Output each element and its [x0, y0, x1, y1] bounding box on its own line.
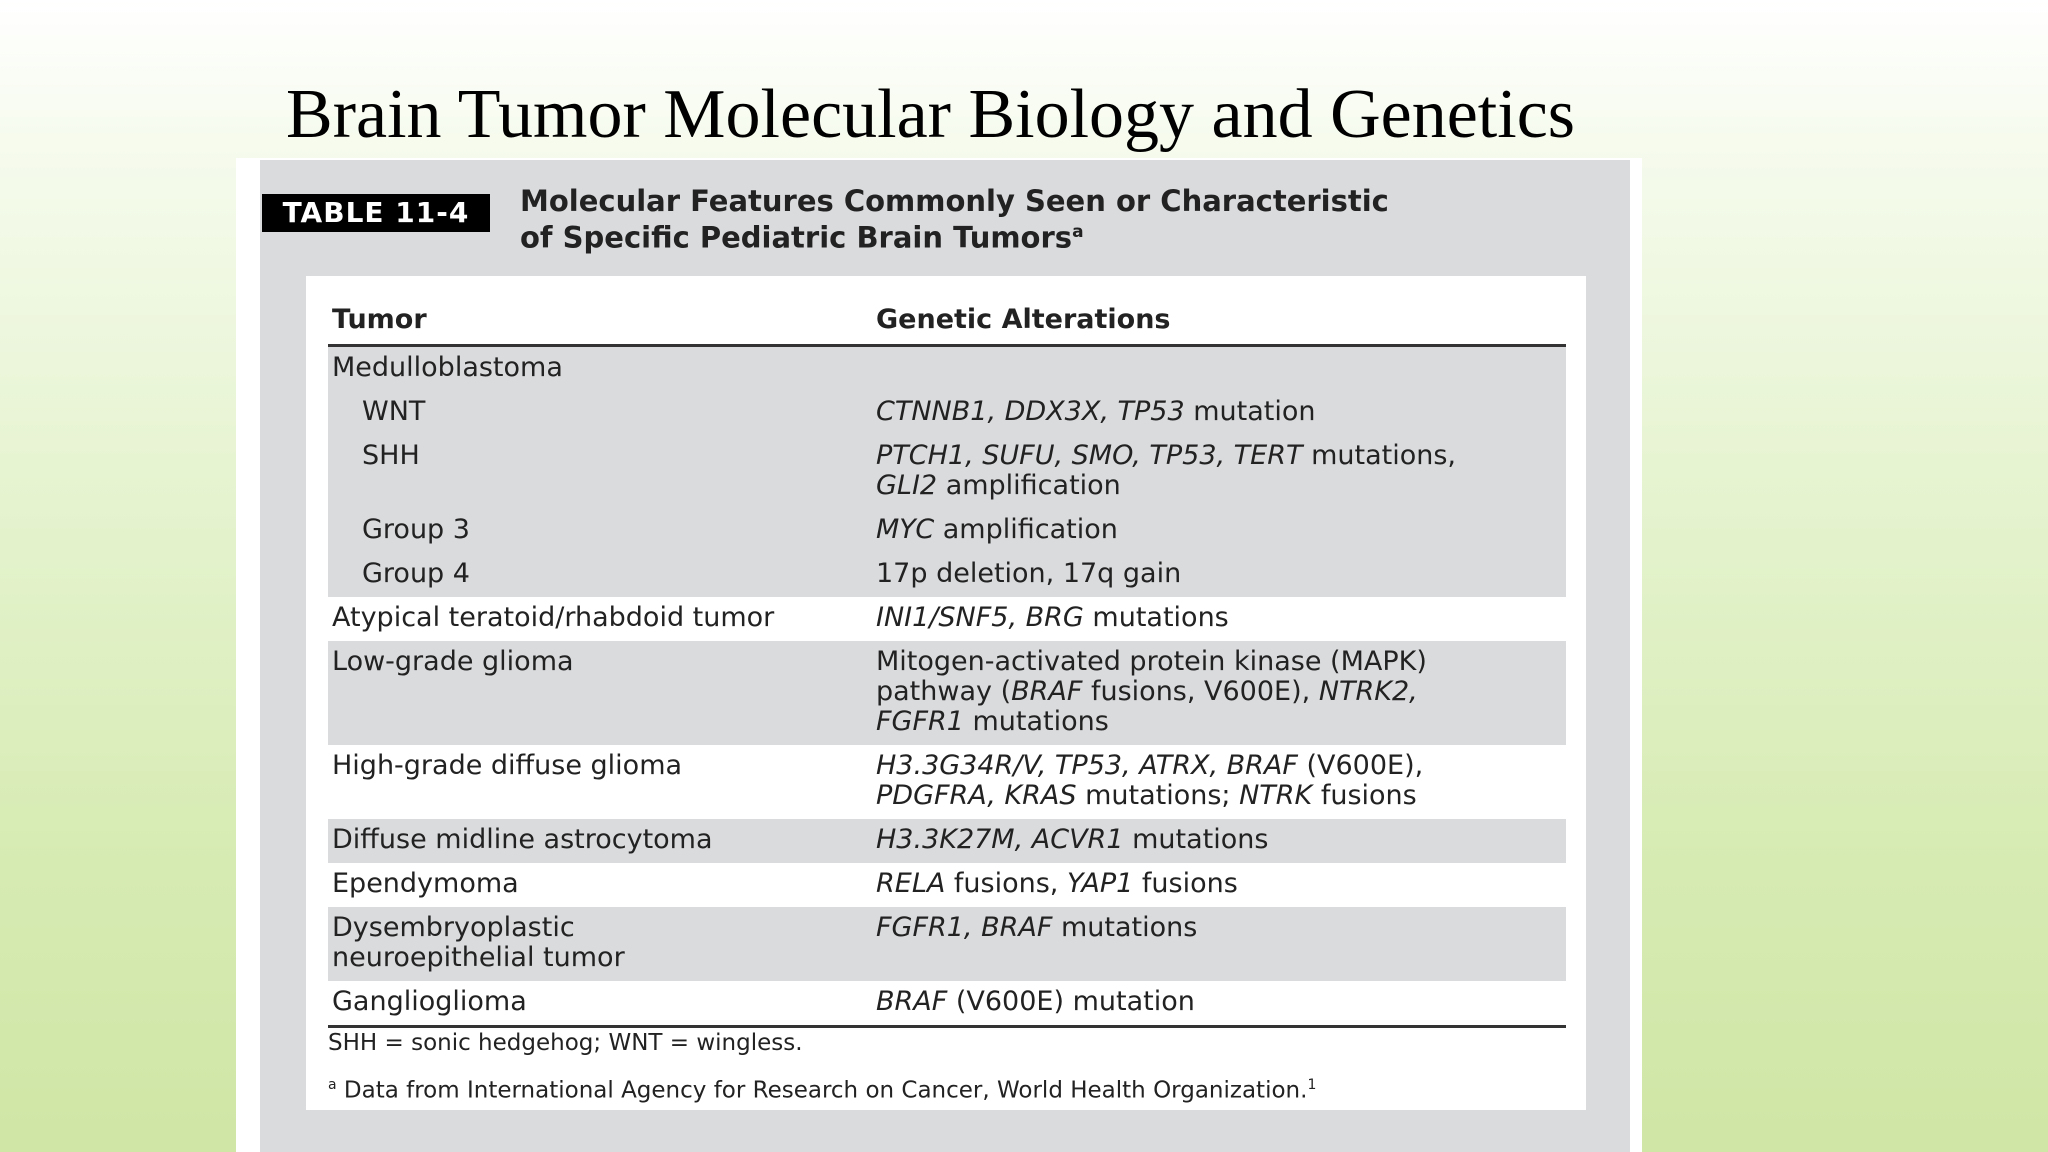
gene-names: RELA	[876, 868, 946, 899]
alterations-cell	[872, 553, 1566, 597]
gene-names: H3.3G34R/V, TP53, ATRX, BRAF	[876, 750, 1298, 781]
alteration-text: mutations	[1052, 912, 1198, 943]
table-row	[328, 907, 1566, 981]
tumor-cell: WNT	[328, 391, 872, 435]
gene-names: NTRK	[1239, 780, 1313, 811]
alterations-cell	[872, 907, 1566, 981]
gene-names: CTNNB1, DDX3X, TP53	[876, 396, 1185, 427]
gene-names: BRAF	[876, 986, 948, 1017]
alteration-text: fusions, V600E),	[1082, 676, 1319, 707]
alteration-text: mutations	[963, 706, 1109, 737]
tumor-cell: Medulloblastoma	[328, 346, 872, 392]
gene-names: PTCH1, SUFU, SMO, TP53, TERT	[876, 440, 1303, 471]
caption-line-1: Molecular Features Commonly Seen or Characteristic	[520, 184, 1389, 218]
table-row	[328, 745, 1566, 819]
alteration-text: fusions	[1312, 780, 1417, 811]
table-caption	[520, 186, 1389, 254]
alteration-text: amplification	[937, 470, 1121, 501]
table-row	[328, 435, 1566, 509]
tumor-cell	[328, 907, 872, 981]
table-row	[328, 553, 1566, 597]
alterations-cell	[872, 641, 1566, 745]
tumor-cell: SHH	[328, 435, 872, 509]
gene-names: FGFR1	[876, 706, 964, 737]
alteration-text: mutation	[1184, 396, 1316, 427]
alterations-cell	[872, 509, 1566, 553]
table-row	[328, 641, 1566, 745]
gene-names: MYC	[876, 514, 935, 545]
gene-names: INI1/SNF5, BRG	[876, 602, 1084, 633]
source-footnote	[328, 1070, 1316, 1106]
alteration-text: amplification	[934, 514, 1118, 545]
table-header-row	[328, 296, 1566, 346]
table-footnotes	[328, 1028, 1316, 1118]
caption-footnote-marker: a	[1072, 222, 1084, 242]
gene-names: YAP1	[1066, 868, 1134, 899]
alterations-cell	[872, 981, 1566, 1027]
tumor-cell: High-grade diffuse glioma	[332, 750, 683, 781]
tumor-cell: Atypical teratoid/rhabdoid tumor	[332, 602, 775, 633]
alterations-cell	[872, 435, 1566, 509]
header-genetic-alterations: Genetic Alterations	[872, 296, 1566, 346]
slide-title: Brain Tumor Molecular Biology and Genetics	[286, 76, 1576, 153]
alterations-cell	[872, 745, 1566, 819]
alteration-text: mutations,	[1302, 440, 1456, 471]
table-row	[328, 819, 1566, 863]
alterations-cell	[872, 346, 1566, 392]
table-card	[306, 276, 1586, 1110]
alteration-text: Mitogen-activated protein kinase (MAPK)	[876, 646, 1427, 677]
table-row	[328, 509, 1566, 553]
source-footnote-marker: a	[328, 1077, 337, 1093]
tumor-cell: Group 3	[328, 509, 872, 553]
alteration-text: fusions	[1133, 868, 1238, 899]
alterations-cell	[872, 819, 1566, 863]
caption-line-2: of Specific Pediatric Brain Tumors	[520, 220, 1073, 255]
gene-names: NTRK2,	[1318, 676, 1418, 707]
table-number-badge: TABLE 11-4	[262, 194, 490, 232]
tumor-name-line: Dysembryoplastic	[332, 912, 575, 943]
tumor-cell: Ependymoma	[332, 868, 519, 899]
tumor-cell: Ganglioglioma	[328, 981, 872, 1027]
table-row	[328, 597, 1566, 641]
source-footnote-text: Data from International Agency for Research on Cancer, World Health Organization.	[336, 1077, 1308, 1104]
table-row	[328, 863, 1566, 907]
gene-names: BRAF	[1011, 676, 1083, 707]
table-row	[328, 391, 1566, 435]
gene-names: FGFR1, BRAF	[876, 912, 1053, 943]
tumor-cell: Diffuse midline astrocytoma	[328, 819, 872, 863]
abbreviations-footnote: SHH = sonic hedgehog; WNT = wingless.	[328, 1030, 803, 1056]
source-reference-number: 1	[1307, 1077, 1317, 1093]
figure-panel	[260, 160, 1630, 1152]
alteration-text: mutations	[1083, 602, 1229, 633]
alterations-cell	[872, 597, 1566, 641]
gene-names: PDGFRA, KRAS	[876, 780, 1077, 811]
alteration-text: (V600E),	[1297, 750, 1424, 781]
table-figure	[236, 158, 1642, 1152]
alteration-text: (V600E) mutation	[947, 986, 1195, 1017]
molecular-features-table	[328, 296, 1566, 1028]
alteration-text: pathway (	[876, 676, 1012, 707]
alteration-text: fusions,	[945, 868, 1067, 899]
table-row	[328, 346, 1566, 392]
alterations-cell	[872, 391, 1566, 435]
gene-names: GLI2	[876, 470, 938, 501]
gene-names: H3.3K27M, ACVR1	[876, 824, 1124, 855]
tumor-name-line: neuroepithelial tumor	[332, 942, 625, 973]
alteration-text: mutations;	[1076, 780, 1240, 811]
alteration-text: mutations	[1123, 824, 1269, 855]
table-row	[328, 981, 1566, 1027]
tumor-cell: Low-grade glioma	[328, 641, 872, 745]
header-tumor: Tumor	[328, 296, 872, 346]
tumor-cell: Group 4	[328, 553, 872, 597]
alteration-text: 17p deletion, 17q gain	[876, 558, 1182, 589]
alterations-cell	[872, 863, 1566, 907]
